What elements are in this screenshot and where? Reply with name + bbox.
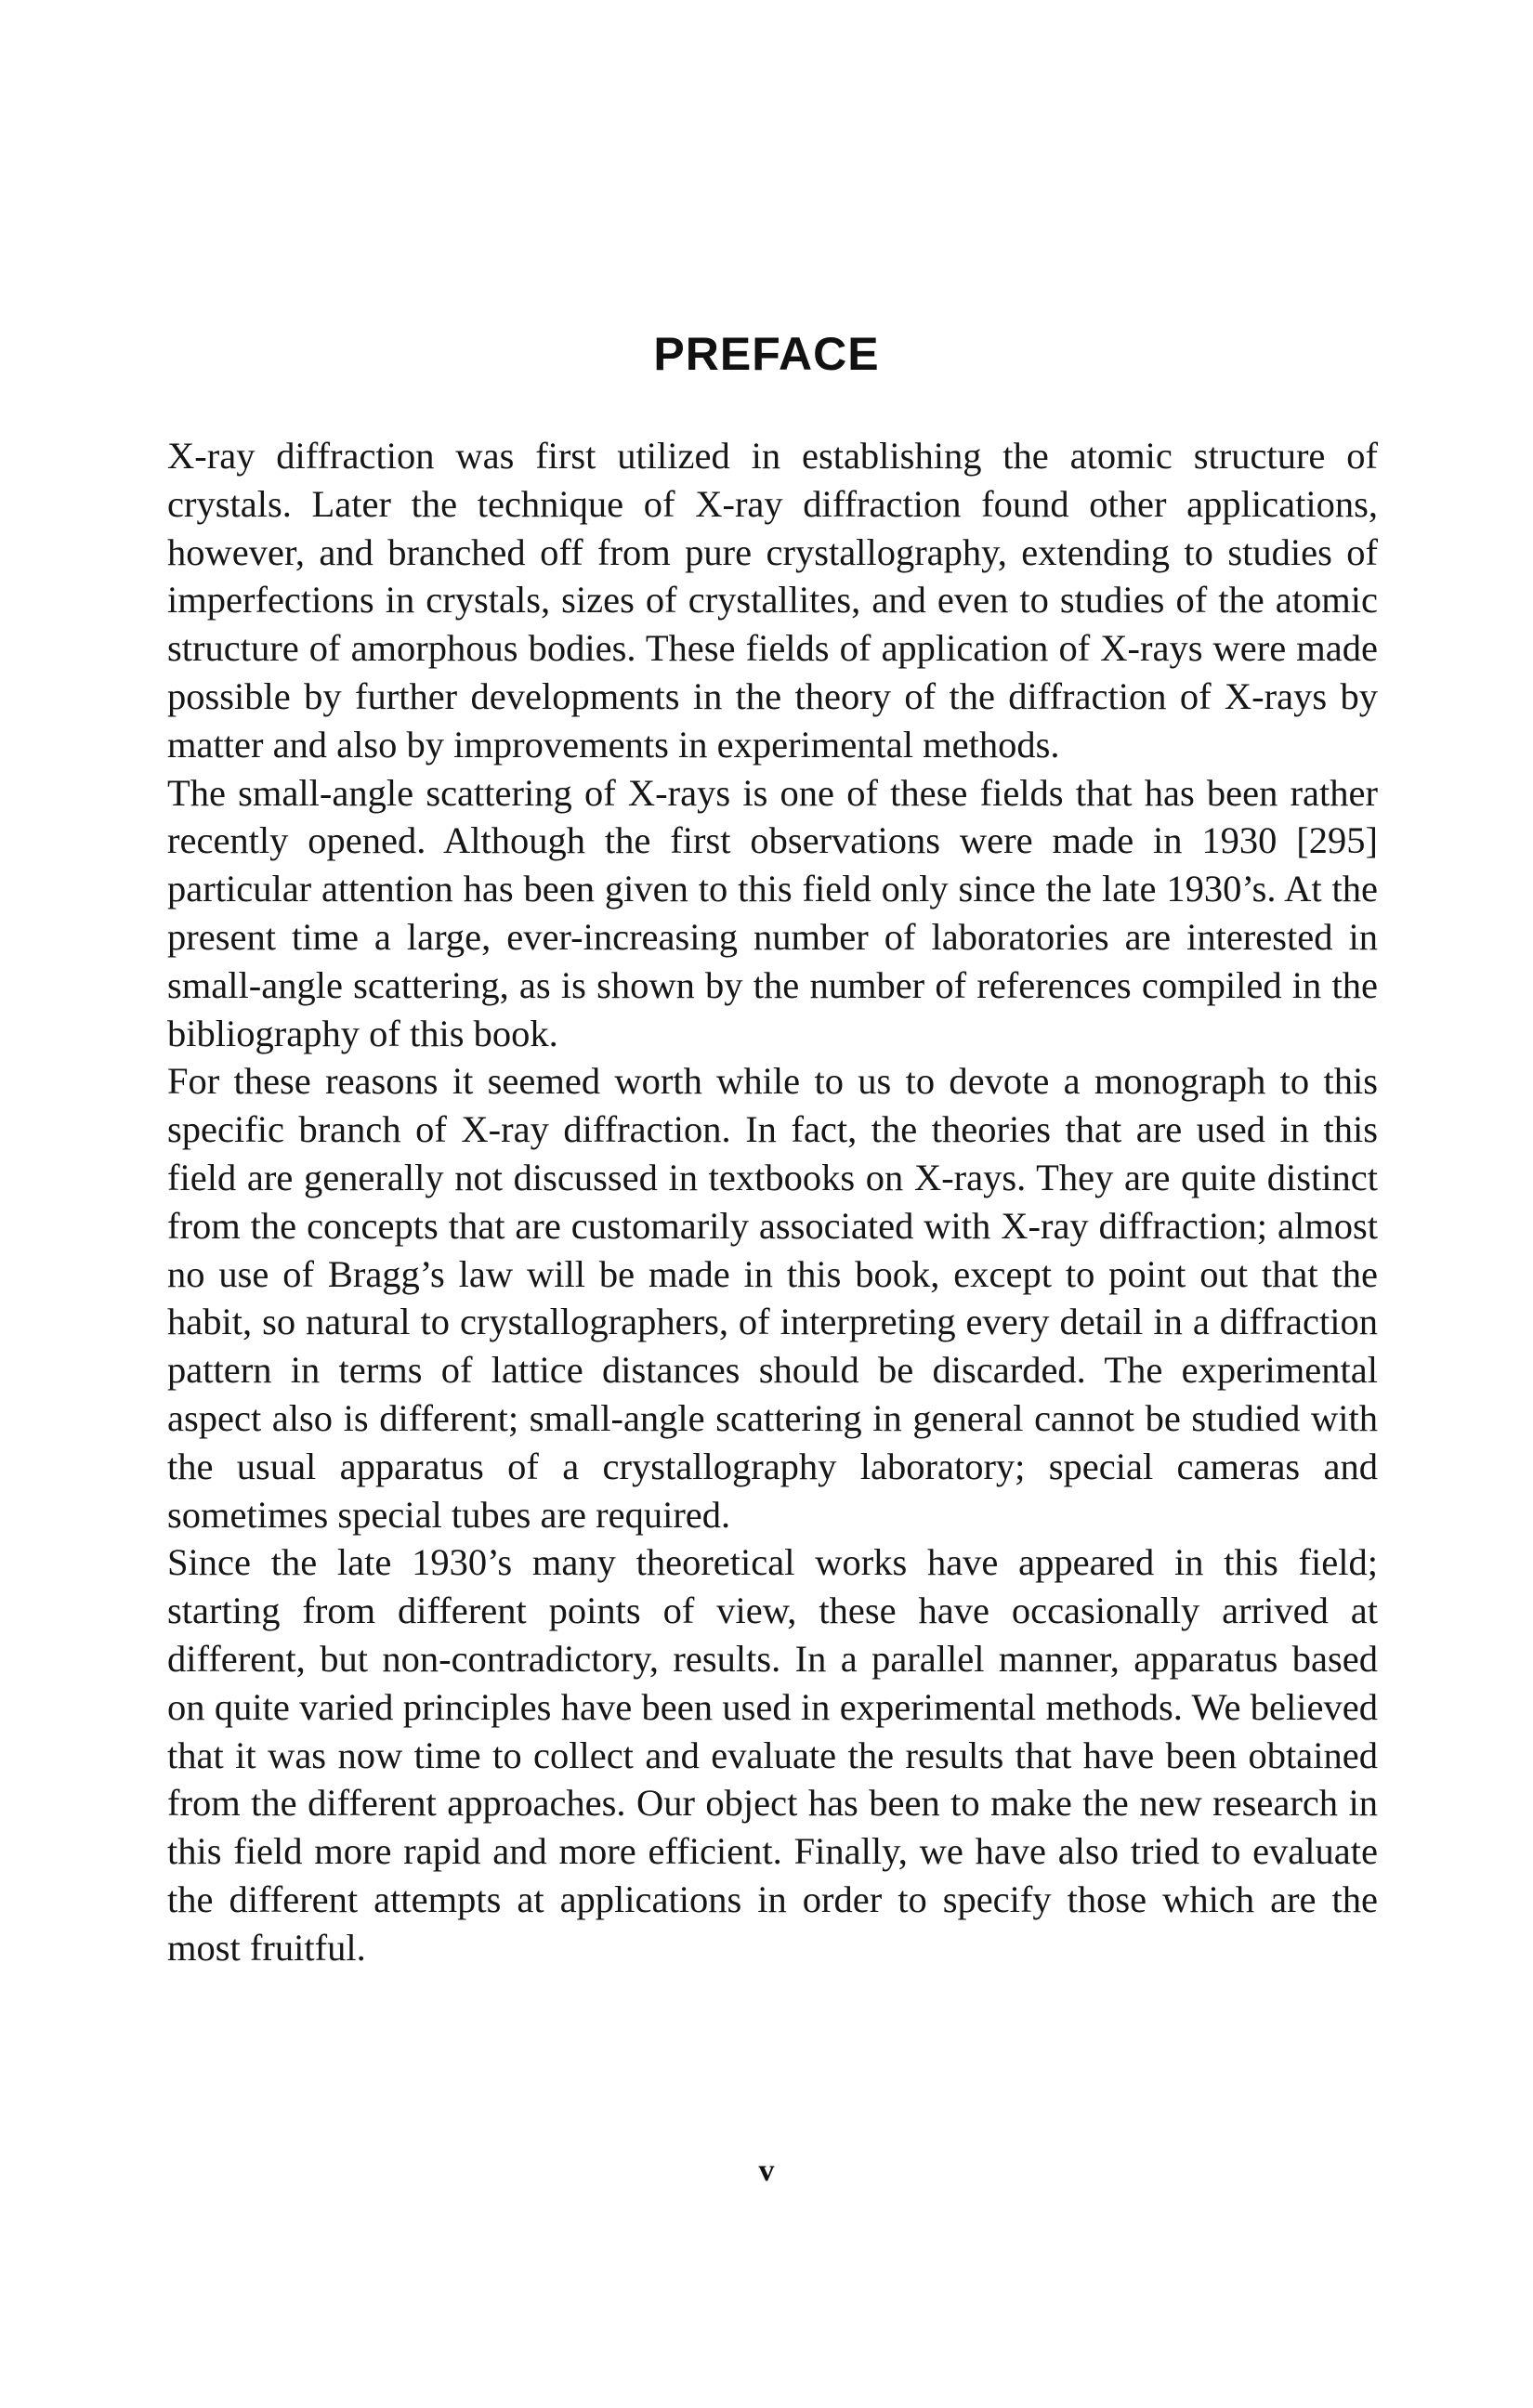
paragraph-2: The small-angle scattering of X-rays is one of these fields that has been rather recently opened. Although the first observations were made in 1930 [295] particular attention has been given to this field only since the late 1930’s. At the present time a large, ever-increasing number of laboratories are interested in small-angle scattering, as is shown by the number of references compiled in the bibliography of this book. [167,771,1378,1054]
paragraph-1: X-ray diffraction was first utilized in establishing the atomic structure of crystals. Later the technique of X-ray diffraction found other applications, however, and branched off from pure crystallography, extending to studies of imperfections in crystals, sizes of crystallites, and even to studies of the atomic structure of amorphous bodies. These fields of application of X-rays were made possible by further developments in the theory of the diffraction of X-rays by matter and also by improvements in experimental methods. [167,435,1378,766]
page-title: PREFACE [653,328,880,380]
paragraph-3: For these reasons it seemed worth while to us to devote a monograph to this specific branch of X-ray diffraction. In fact, the theories that are used in this field are generally not discussed in textbooks on X-rays. They are quite distinct from the concepts that are customarily associated with X-ray diffraction; almost no use of Bragg’s law will be made in this book, except to point out that the habit, so natural to crystallographers, of interpreting every detail in a diffraction pattern in terms of lattice distances should be discarded. The experimental aspect also is different; small-angle scattering in general cannot be studied with the usual apparatus of a crystallography laboratory; special cameras and sometimes special tubes are required. [167,1060,1378,1536]
preface-body [167,432,1378,1972]
paragraph-4: Since the late 1930’s many theoretical works have appeared in this field; starting from different points of view, these have occasionally arrived at different, but non-contradictory, results. In a parallel manner, apparatus based on quite varied principles have been used in experimental methods. We believed that it was now time to collect and evaluate the results that have been obtained from the different approaches. Our object has been to make the new research in this field more rapid and more efficient. Finally, we have also tried to evaluate the different attempts at applications in order to specify those which are the most fruitful. [167,1541,1378,1969]
page-number: v [758,2153,775,2188]
